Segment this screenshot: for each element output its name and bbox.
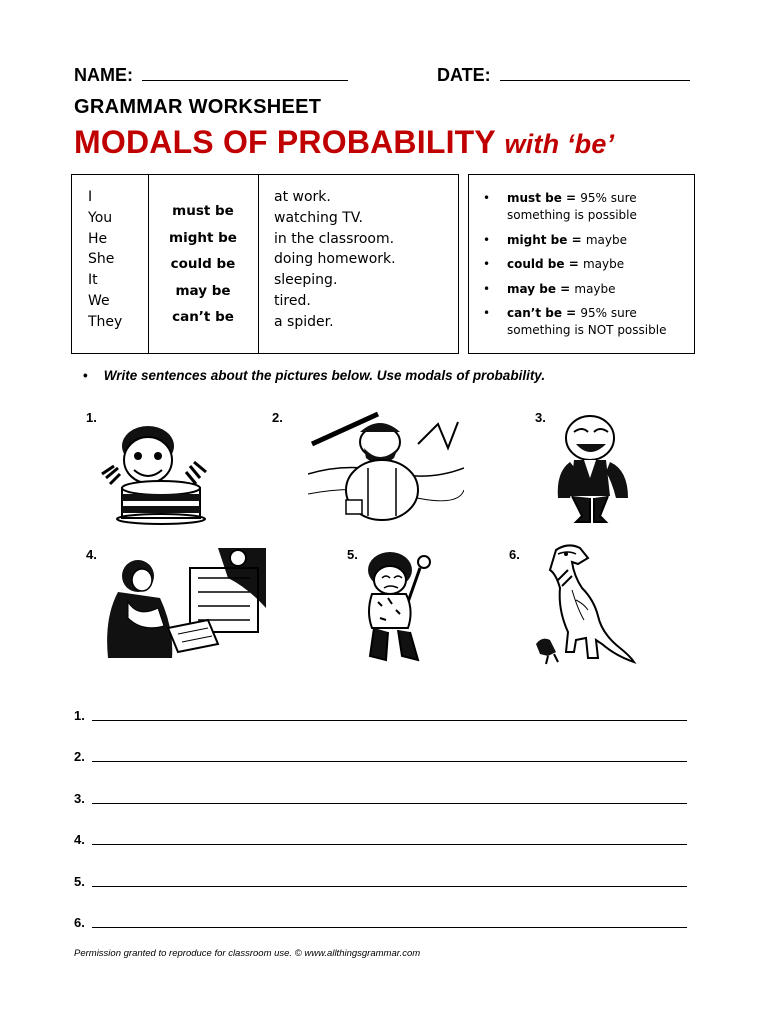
title-main-text: MODALS OF PROBABILITY xyxy=(74,124,496,160)
worksheet-subtitle: GRAMMAR WORKSHEET xyxy=(74,96,322,118)
meaning-item: • might be = maybe xyxy=(469,232,694,249)
name-field xyxy=(74,65,348,86)
complements-column xyxy=(274,187,454,353)
answer-line[interactable] xyxy=(92,886,687,887)
answer-line[interactable] xyxy=(92,803,687,804)
instruction: • Write sentences about the pictures below. Use modals of probability. xyxy=(83,368,546,383)
complement: doing homework. xyxy=(274,251,396,268)
footer-copyright: Permission granted to reproduce for classroom use. © www.allthingsgrammar.com xyxy=(74,948,421,959)
name-blank[interactable] xyxy=(142,80,348,81)
complement: sleeping. xyxy=(274,272,338,289)
subject: He xyxy=(88,230,108,247)
complement: at work. xyxy=(274,189,331,205)
modals-column xyxy=(149,198,257,353)
answer-line[interactable] xyxy=(92,927,687,928)
answer-number: 4. xyxy=(74,832,85,847)
answer-number: 3. xyxy=(74,791,85,806)
answer-line[interactable] xyxy=(92,844,687,845)
picture-number: 1. xyxy=(86,410,97,425)
complement: watching TV. xyxy=(274,209,363,226)
worksheet-title xyxy=(74,124,614,161)
woman-reading-icon xyxy=(98,548,266,666)
complement: tired. xyxy=(274,292,311,309)
subject: It xyxy=(88,272,98,289)
answer-number: 6. xyxy=(74,915,85,930)
answer-row xyxy=(74,871,687,889)
title-suffix-text: with ‘be’ xyxy=(504,129,615,159)
date-label: DATE: xyxy=(437,65,491,85)
modal: may be xyxy=(175,282,231,299)
man-with-rifle-icon xyxy=(308,404,464,522)
modal: could be xyxy=(170,256,236,272)
dinosaur-icon xyxy=(528,540,638,666)
date-blank[interactable] xyxy=(500,80,690,81)
picture-number: 6. xyxy=(509,547,520,562)
answer-row xyxy=(74,788,687,806)
meaning-item: • may be = maybe xyxy=(469,281,694,298)
complement: in the classroom. xyxy=(274,230,395,247)
laughing-man-icon xyxy=(548,412,638,528)
date-field xyxy=(437,65,690,86)
meaning-item: • must be = 95% sure something is possible xyxy=(469,190,694,224)
answer-number: 1. xyxy=(74,708,85,723)
subject: You xyxy=(88,209,113,226)
table-divider xyxy=(258,175,259,353)
meanings-list xyxy=(469,190,694,339)
subject: We xyxy=(88,292,110,309)
subjects-column xyxy=(88,187,148,353)
crying-child-icon xyxy=(358,548,438,668)
answer-number: 2. xyxy=(74,749,85,764)
meaning-item: • can’t be = 95% sure something is NOT possible xyxy=(469,305,694,339)
picture-number: 5. xyxy=(347,547,358,562)
picture-number: 2. xyxy=(272,410,283,425)
answer-row xyxy=(74,912,687,930)
modal: can’t be xyxy=(172,309,234,325)
answer-line[interactable] xyxy=(92,761,687,762)
picture-number: 4. xyxy=(86,547,97,562)
boy-with-cake-icon xyxy=(100,418,220,526)
subject: They xyxy=(88,313,123,330)
picture-number: 3. xyxy=(535,410,546,425)
subject: I xyxy=(88,189,93,205)
answer-line[interactable] xyxy=(92,720,687,721)
modal-table xyxy=(71,174,459,354)
answer-row xyxy=(74,829,687,847)
complement: a spider. xyxy=(274,313,334,330)
answer-row xyxy=(74,705,687,723)
answer-number: 5. xyxy=(74,874,85,889)
name-label: NAME: xyxy=(74,65,133,85)
modal: might be xyxy=(169,229,237,246)
answer-row xyxy=(74,746,687,764)
meanings-box xyxy=(468,174,695,354)
meaning-item: • could be = maybe xyxy=(469,256,694,273)
modal: must be xyxy=(172,203,234,219)
subject: She xyxy=(88,251,115,268)
